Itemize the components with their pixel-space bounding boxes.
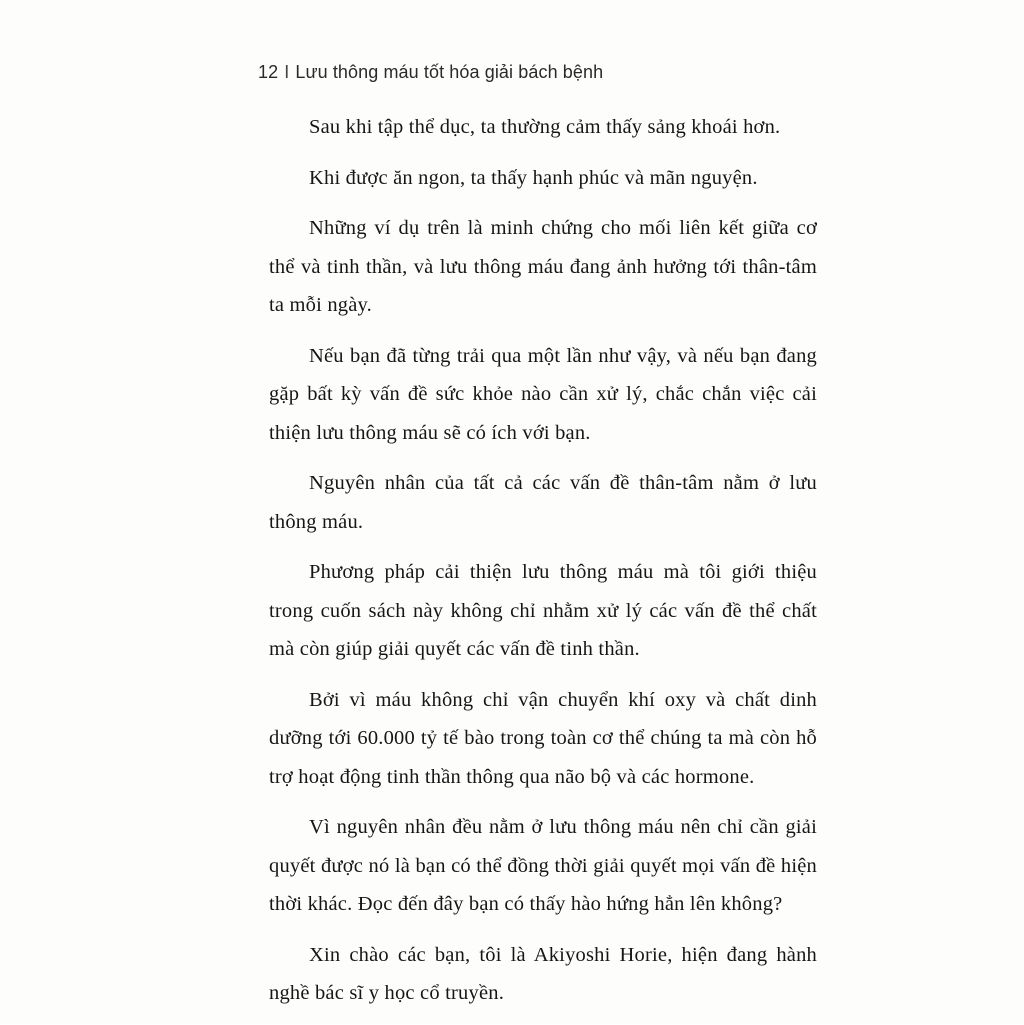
paragraph: Bởi vì máu không chỉ vận chuyển khí oxy và chất dinh dưỡng tới 60.000 tỷ tế bào trong toàn cơ thể chúng ta mà còn hỗ trợ hoạt động tinh thần thông qua não bộ và các hormone.: [269, 688, 817, 788]
paragraph: Những ví dụ trên là minh chứng cho mối liên kết giữa cơ thể và tinh thần, và lưu thông máu đang ảnh hưởng tới thân-tâm ta mỗi ngày.: [269, 217, 817, 316]
running-head: [258, 62, 603, 83]
paragraph: Nguyên nhân của tất cả các vấn đề thân-tâm nằm ở lưu thông máu.: [269, 472, 817, 533]
paragraph: Vì nguyên nhân đều nằm ở lưu thông máu nên chỉ cần giải quyết được nó là bạn có thể đồng thời giải quyết mọi vấn đề hiện thời khác. Đọc đến đây bạn có thấy hào hứng hẳn lên không?: [269, 816, 817, 915]
paragraph: Nếu bạn đã từng trải qua một lần như vậy, và nếu bạn đang gặp bất kỳ vấn đề sức khỏe nào cần xử lý, chắc chắn việc cải thiện lưu thông máu sẽ có ích với bạn.: [269, 344, 817, 444]
paragraph: Khi được ăn ngon, ta thấy hạnh phúc và mãn nguyện.: [309, 166, 758, 189]
paragraph: Phương pháp cải thiện lưu thông máu mà tôi giới thiệu trong cuốn sách này không chỉ nhằm xử lý các vấn đề thể chất mà còn giúp giải quyết các vấn đề tinh thần.: [269, 561, 817, 660]
running-head-separator: I: [284, 62, 290, 82]
page-body: [269, 108, 817, 1025]
paragraph: Xin chào các bạn, tôi là Akiyoshi Horie, hiện đang hành nghề bác sĩ y học cổ truyền.: [269, 943, 817, 1004]
page-number: 12: [258, 62, 279, 82]
paragraph: Sau khi tập thể dục, ta thường cảm thấy sảng khoái hơn.: [309, 116, 781, 138]
book-title: Lưu thông máu tốt hóa giải bách bệnh: [295, 62, 604, 82]
